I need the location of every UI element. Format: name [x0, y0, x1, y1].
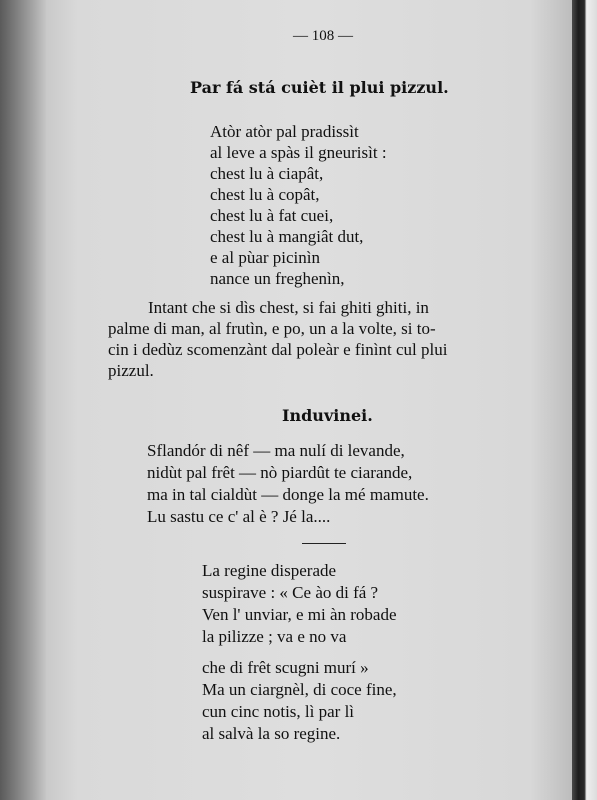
riddle-line: ma in tal cialdùt — donge la mé mamute. [147, 485, 429, 504]
verse-line: La regine disperade [202, 561, 337, 580]
verse-line: al salvà la so regine. [202, 724, 341, 743]
verse-line: chest lu à mangiât dut, [210, 227, 364, 246]
verse-line: nance un freghenìn, [210, 269, 345, 288]
verse-line: Ma un ciargnèl, di coce fine, [202, 680, 397, 699]
book-spine-shadow [0, 0, 46, 800]
verse-line: la pilizze ; va e no va [202, 627, 347, 646]
prose-line: palme di man, al frutìn, e po, un a la volte, si to- [108, 319, 436, 338]
verse-line: suspirave : « Ce ào di fá ? [202, 583, 379, 602]
verse-line: chest lu à fat cuei, [210, 206, 334, 225]
verse-line: Ven l' unviar, e mi àn robade [202, 605, 397, 624]
verse-line: chest lu à copât, [210, 185, 320, 204]
section-title: Induvinei. [282, 406, 373, 425]
prose-line: Intant che si dìs chest, si fai ghiti ghiti, in [148, 298, 429, 317]
book-page [46, 0, 572, 800]
verse-line: chest lu à ciapât, [210, 164, 324, 183]
section-divider [302, 543, 346, 544]
prose-line: pizzul. [108, 361, 154, 380]
riddle-line: Lu sastu ce c' al è ? Jé la.... [147, 507, 331, 526]
book-right-edge [572, 0, 597, 800]
prose-line: cin i dedùz scomenzànt dal poleàr e finìnt cul plui [108, 340, 448, 359]
section-title: Par fá stá cuièt il plui pizzul. [190, 78, 449, 97]
page-number: — 108 — [293, 28, 353, 44]
verse-line: al leve a spàs il gneurisìt : [210, 143, 387, 162]
verse-line: che di frêt scugni murí » [202, 658, 369, 677]
verse-line: cun cinc notis, lì par lì [202, 702, 355, 721]
verse-line: Atòr atòr pal pradissìt [210, 122, 359, 141]
page-content [46, 0, 572, 800]
verse-line: e al pùar picinìn [210, 248, 320, 267]
riddle-line: Sflandór di nêf — ma nulí di levande, [147, 441, 405, 460]
riddle-line: nidùt pal frêt — nò piardût te ciarande, [147, 463, 413, 482]
